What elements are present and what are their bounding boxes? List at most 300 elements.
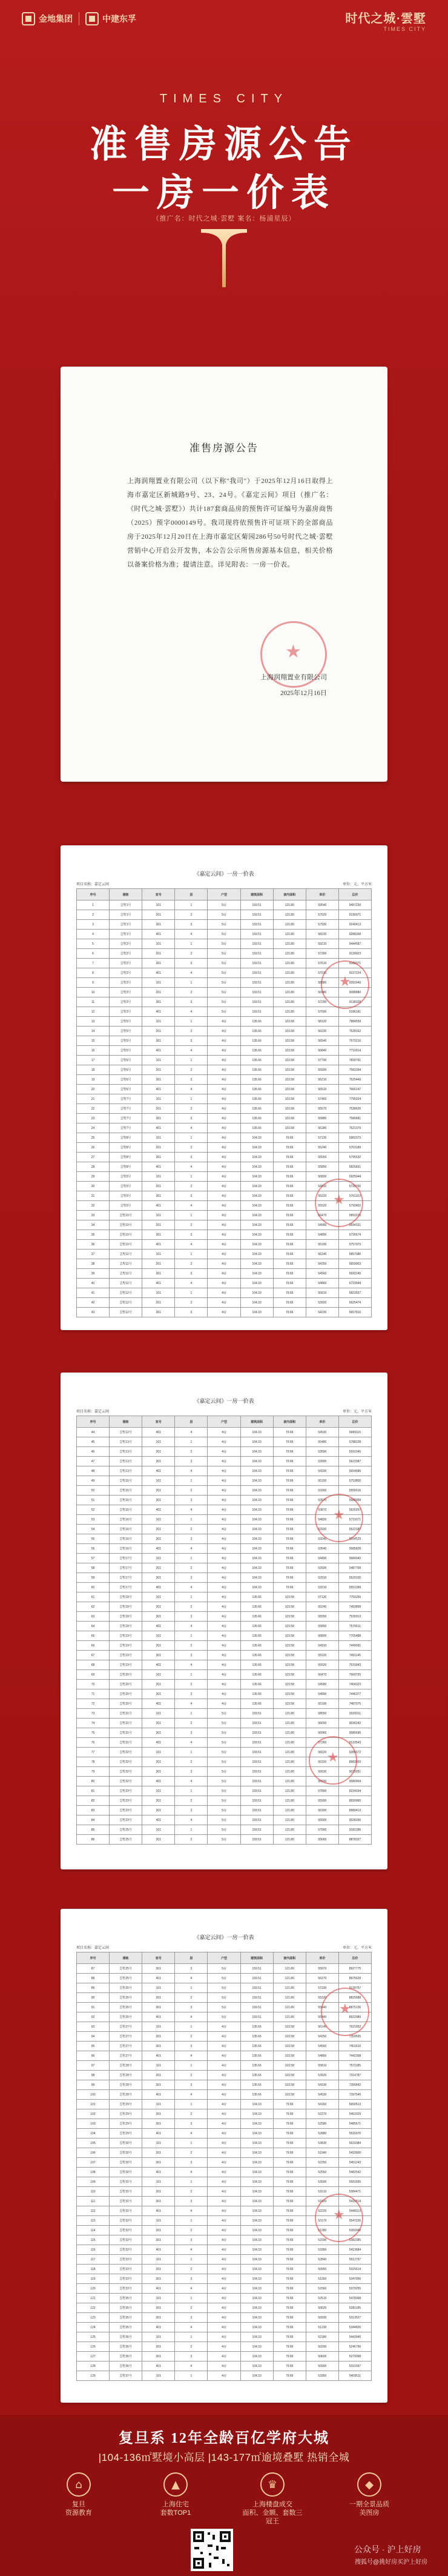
table-cell: 雲墅10号 bbox=[110, 1240, 142, 1250]
sheet-meta-right: 单位：元、平方米 bbox=[342, 1946, 372, 1950]
table-cell: 301 bbox=[142, 1651, 175, 1660]
table-cell: 5350042 bbox=[338, 2226, 371, 2235]
table-cell: 79.66 bbox=[273, 2109, 306, 2119]
table-cell: 雲墅20号 bbox=[110, 1699, 142, 1709]
table-cell: 121 bbox=[77, 2294, 110, 2303]
table-cell: 56800 bbox=[306, 1631, 338, 1641]
table-cell: 9033051 bbox=[338, 1767, 371, 1777]
table-cell: 4房 bbox=[208, 2090, 240, 2100]
table-cell: 3 bbox=[175, 1075, 208, 1085]
table-cell: 5478368 bbox=[338, 2294, 371, 2303]
table-cell: 301 bbox=[142, 1689, 175, 1699]
table-cell: 4房 bbox=[208, 1466, 240, 1476]
table-row bbox=[77, 2187, 372, 2197]
table-cell: 58120 bbox=[306, 1017, 338, 1027]
table-cell: 雲墅1号 bbox=[110, 910, 142, 920]
table-cell: 103.58 bbox=[273, 1075, 306, 1085]
table-cell: 雲墅12号 bbox=[110, 1308, 142, 1317]
sheet-seal-icon bbox=[321, 960, 369, 1009]
table-cell: 5房 bbox=[208, 1816, 240, 1825]
table-cell: 103.58 bbox=[273, 1593, 306, 1602]
table-row bbox=[77, 1017, 372, 1027]
table-cell: 27 bbox=[77, 1153, 110, 1162]
table-cell: 55550 bbox=[306, 1153, 338, 1162]
table-cell: 101 bbox=[142, 1017, 175, 1027]
table-cell: 135.66 bbox=[240, 1017, 273, 1027]
table-cell: 85 bbox=[77, 1825, 110, 1835]
table-cell: 104.33 bbox=[240, 2235, 273, 2245]
table-cell: 雲墅31号 bbox=[110, 2206, 142, 2216]
table-row bbox=[77, 1036, 372, 1046]
table-cell: 121.80 bbox=[273, 2012, 306, 2022]
table-cell: 4房 bbox=[208, 1056, 240, 1065]
table-cell: 1 bbox=[175, 1825, 208, 1835]
table-cell: 雲墅7号 bbox=[110, 1094, 142, 1104]
table-cell: 79.66 bbox=[273, 1534, 306, 1544]
table-cell: 121.80 bbox=[273, 1777, 306, 1786]
table-cell: 5413684 bbox=[338, 2245, 371, 2255]
table-cell: 121.80 bbox=[273, 997, 306, 1007]
table-cell: 雲墅1号 bbox=[110, 900, 142, 910]
column-header: 总价 bbox=[338, 1416, 371, 1428]
table-cell: 4 bbox=[175, 1738, 208, 1748]
table-row bbox=[77, 920, 372, 930]
table-cell: 79.66 bbox=[273, 1182, 306, 1191]
table-cell: 雲墅30号 bbox=[110, 2168, 142, 2177]
highlight-label: 上海住宅 套数TOP1 bbox=[160, 2501, 191, 2517]
table-cell: 104.33 bbox=[240, 1143, 273, 1153]
table-cell: 5 bbox=[77, 939, 110, 949]
table-cell: 56510 bbox=[306, 1085, 338, 1094]
table-cell: 159.51 bbox=[240, 910, 273, 920]
table-cell: 401 bbox=[142, 1660, 175, 1670]
table-cell: 53830 bbox=[306, 2138, 338, 2148]
table-cell: 100 bbox=[77, 2090, 110, 2100]
table-cell: 雲墅22号 bbox=[110, 1757, 142, 1767]
table-cell: 104.33 bbox=[240, 1476, 273, 1486]
table-cell: 56650 bbox=[306, 1719, 338, 1728]
table-cell: 121.80 bbox=[273, 1719, 306, 1728]
sheet-meta-left: 项目名称：嘉定云间 bbox=[76, 883, 110, 887]
table-cell: 3 bbox=[175, 959, 208, 968]
table-cell: 79.66 bbox=[273, 1298, 306, 1308]
table-cell: 3 bbox=[175, 997, 208, 1007]
table-cell: 雲墅30号 bbox=[110, 2158, 142, 2168]
qr-code-icon[interactable] bbox=[191, 2529, 233, 2571]
table-cell: 104.33 bbox=[240, 2352, 273, 2361]
table-row bbox=[77, 1583, 372, 1593]
sheet-title: 《嘉定云间》一房一价表 bbox=[194, 1398, 254, 1404]
table-cell: 雲墅33号 bbox=[110, 2284, 142, 2294]
table-cell: 57560 bbox=[306, 1825, 338, 1835]
table-cell: 4房 bbox=[208, 1250, 240, 1259]
table-row bbox=[77, 1964, 372, 1974]
table-cell: 雲墅9号 bbox=[110, 1182, 142, 1191]
table-cell: 雲墅33号 bbox=[110, 2274, 142, 2284]
table-cell: 54580 bbox=[306, 1680, 338, 1689]
table-cell: 53 bbox=[77, 1515, 110, 1525]
table-row bbox=[77, 1554, 372, 1563]
table-cell: 2 bbox=[175, 2303, 208, 2313]
table-cell: 54490 bbox=[306, 1554, 338, 1563]
table-cell: 56300 bbox=[306, 1806, 338, 1816]
table-row bbox=[77, 2332, 372, 2342]
table-cell: 121.80 bbox=[273, 1816, 306, 1825]
table-cell: 2 bbox=[175, 1680, 208, 1689]
table-cell: 5房 bbox=[208, 1835, 240, 1845]
table-cell: 5房 bbox=[208, 2012, 240, 2022]
table-cell: 121.80 bbox=[273, 1796, 306, 1806]
table-cell: 5房 bbox=[208, 1709, 240, 1719]
table-cell: 54890 bbox=[306, 1689, 338, 1699]
table-row bbox=[77, 1796, 372, 1806]
table-cell: 401 bbox=[142, 930, 175, 939]
table-cell: 雲墅37号 bbox=[110, 2371, 142, 2381]
table-cell: 121.80 bbox=[273, 959, 306, 968]
table-cell: 201 bbox=[142, 1757, 175, 1767]
table-cell: 2 bbox=[175, 2109, 208, 2119]
table-cell: 1 bbox=[175, 2371, 208, 2381]
table-cell: 4 bbox=[175, 1583, 208, 1593]
table-cell: 128 bbox=[77, 2361, 110, 2371]
table-cell: 79.66 bbox=[273, 2216, 306, 2226]
table-cell: 401 bbox=[142, 2090, 175, 2100]
table-row bbox=[77, 1719, 372, 1728]
table-cell: 54560 bbox=[306, 2042, 338, 2051]
table-cell: 110 bbox=[77, 2187, 110, 2197]
table-cell: 93 bbox=[77, 2022, 110, 2032]
table-cell: 4房 bbox=[208, 1036, 240, 1046]
table-cell: 56600 bbox=[306, 1816, 338, 1825]
table-cell: 5757973 bbox=[338, 1240, 371, 1250]
table-cell: 104.33 bbox=[240, 2226, 273, 2235]
table-cell: 201 bbox=[142, 949, 175, 959]
table-cell: 7356842 bbox=[338, 2080, 371, 2090]
table-cell: 雲墅30号 bbox=[110, 2138, 142, 2148]
table-cell: 104.33 bbox=[240, 2265, 273, 2274]
table-cell: 雲墅13号 bbox=[110, 1466, 142, 1476]
table-cell: 55660 bbox=[306, 1835, 338, 1845]
table-row bbox=[77, 1056, 372, 1065]
table-cell: 雲墅15号 bbox=[110, 1505, 142, 1515]
table-cell: 401 bbox=[142, 968, 175, 978]
table-cell: 4房 bbox=[208, 1046, 240, 1056]
table-cell: 雲墅25号 bbox=[110, 1825, 142, 1835]
table-cell: 79.66 bbox=[273, 2284, 306, 2294]
table-cell: 401 bbox=[142, 2284, 175, 2294]
table-cell: 20 bbox=[77, 1085, 110, 1094]
sheet-seal-icon bbox=[309, 1736, 357, 1785]
table-cell: 301 bbox=[142, 1457, 175, 1466]
table-cell: 159.51 bbox=[240, 1777, 273, 1786]
table-cell: 1 bbox=[175, 1250, 208, 1259]
table-row bbox=[77, 1457, 372, 1466]
table-cell: 57130 bbox=[306, 1133, 338, 1143]
table-cell: 104.33 bbox=[240, 1573, 273, 1583]
table-cell: 4房 bbox=[208, 2323, 240, 2332]
table-row bbox=[77, 1563, 372, 1573]
table-cell: 51590 bbox=[306, 2235, 338, 2245]
table-cell: 201 bbox=[142, 2342, 175, 2352]
table-cell: 3 bbox=[175, 1651, 208, 1660]
table-cell: 104.33 bbox=[240, 1486, 273, 1496]
table-cell: 104.33 bbox=[240, 2129, 273, 2138]
table-cell: 101 bbox=[142, 2294, 175, 2303]
table-row bbox=[77, 1240, 372, 1250]
watermark-source: 搜狐号@挑好房买沪上好房 bbox=[355, 2559, 428, 2566]
table-cell: 401 bbox=[142, 2012, 175, 2022]
table-cell: 52 bbox=[77, 1505, 110, 1515]
table-cell: 54160 bbox=[306, 2100, 338, 2109]
table-cell: 3 bbox=[175, 2235, 208, 2245]
table-cell: 53590 bbox=[306, 1447, 338, 1457]
table-cell: 4房 bbox=[208, 1651, 240, 1660]
table-cell: 5689115 bbox=[338, 1428, 371, 1437]
column-header: 单价 bbox=[306, 889, 338, 900]
table-cell: 52550 bbox=[306, 2168, 338, 2177]
table-cell: 135.66 bbox=[240, 1602, 273, 1612]
table-cell: 1 bbox=[175, 2216, 208, 2226]
table-cell: 201 bbox=[142, 1027, 175, 1036]
table-cell: 135.66 bbox=[240, 1104, 273, 1114]
notice-company: 上海润翔置业有限公司 bbox=[260, 674, 327, 681]
table-cell: 16 bbox=[77, 1046, 110, 1056]
table-cell: 104.33 bbox=[240, 1515, 273, 1525]
brand-mark-icon bbox=[85, 12, 99, 25]
table-cell: 102 bbox=[77, 2109, 110, 2119]
table-cell: 3 bbox=[175, 1114, 208, 1123]
table-cell: 116 bbox=[77, 2245, 110, 2255]
table-cell: 雲墅12号 bbox=[110, 1298, 142, 1308]
table-cell: 159.51 bbox=[240, 1825, 273, 1835]
table-cell: 9128757 bbox=[338, 1983, 371, 1993]
table-cell: 5556616 bbox=[338, 1486, 371, 1496]
table-cell: 65 bbox=[77, 1631, 110, 1641]
table-cell: 9190971 bbox=[338, 910, 371, 920]
table-cell: 1 bbox=[175, 1288, 208, 1298]
table-cell: 3 bbox=[175, 1728, 208, 1738]
table-cell: 301 bbox=[142, 1191, 175, 1201]
table-cell: 104.33 bbox=[240, 2158, 273, 2168]
table-cell: 4房 bbox=[208, 1583, 240, 1593]
table-cell: 54230 bbox=[306, 2080, 338, 2090]
table-cell: 2 bbox=[175, 1486, 208, 1496]
table-cell: 3 bbox=[175, 920, 208, 930]
table-cell: 103.58 bbox=[273, 1622, 306, 1631]
title-line-2: 一房一价表 bbox=[111, 173, 336, 214]
table-cell: 201 bbox=[142, 1680, 175, 1689]
table-cell: 104.33 bbox=[240, 1162, 273, 1172]
table-cell: 6 bbox=[77, 949, 110, 959]
table-cell: 101 bbox=[142, 2177, 175, 2187]
table-row bbox=[77, 900, 372, 910]
highlight-item bbox=[242, 2472, 303, 2526]
price-sheet-2 bbox=[61, 1373, 387, 1869]
table-cell: 5房 bbox=[208, 1767, 240, 1777]
highlight-label: 上海楼盘成交 面积、金额、套数三冠王 bbox=[242, 2501, 303, 2525]
table-cell: 103.58 bbox=[273, 1660, 306, 1670]
table-cell: 54530 bbox=[306, 1428, 338, 1437]
table-cell: 79.66 bbox=[273, 2226, 306, 2235]
table-cell: 58880 bbox=[306, 978, 338, 988]
table-cell: 301 bbox=[142, 1964, 175, 1974]
table-cell: 雲墅32号 bbox=[110, 2226, 142, 2235]
table-cell: 5房 bbox=[208, 997, 240, 1007]
table-cell: 1 bbox=[175, 1017, 208, 1027]
table-cell: 4房 bbox=[208, 1288, 240, 1298]
table-cell: 52580 bbox=[306, 2119, 338, 2129]
table-cell: 4房 bbox=[208, 2197, 240, 2206]
table-cell: 104.33 bbox=[240, 1447, 273, 1457]
table-cell: 2 bbox=[175, 1993, 208, 2003]
column-header: 层 bbox=[175, 889, 208, 900]
table-cell: 53570 bbox=[306, 1496, 338, 1505]
table-cell: 121.80 bbox=[273, 900, 306, 910]
table-cell: 雲墅32号 bbox=[110, 2216, 142, 2226]
table-cell: 59 bbox=[77, 1573, 110, 1583]
table-cell: 1 bbox=[175, 1983, 208, 1993]
table-cell: 4房 bbox=[208, 1593, 240, 1602]
table-cell: 55330 bbox=[306, 1993, 338, 2003]
table-cell: 301 bbox=[142, 2003, 175, 2012]
table-cell: 79.66 bbox=[273, 1211, 306, 1220]
table-cell: 4房 bbox=[208, 2187, 240, 2197]
table-cell: 4房 bbox=[208, 1476, 240, 1486]
table-cell: 104.33 bbox=[240, 2148, 273, 2158]
footer-slogan: 复旦系 12年全龄百亿学府大城 bbox=[119, 2431, 329, 2446]
table-cell: 8922989 bbox=[338, 2012, 371, 2022]
table-row bbox=[77, 1466, 372, 1476]
table-cell: 8875136 bbox=[338, 2003, 371, 2012]
table-cell: 4 bbox=[175, 968, 208, 978]
title-line-1: 准售房源公告 bbox=[89, 124, 358, 165]
table-cell: 4房 bbox=[208, 1075, 240, 1085]
table-cell: 4 bbox=[175, 1699, 208, 1709]
table-cell: 4 bbox=[175, 2090, 208, 2100]
table-cell: 5房 bbox=[208, 1728, 240, 1738]
table-cell: 301 bbox=[142, 1114, 175, 1123]
table-cell: 4房 bbox=[208, 1027, 240, 1036]
table-cell: 103.58 bbox=[273, 2051, 306, 2061]
table-cell: 9085690 bbox=[338, 1728, 371, 1738]
table-header-row bbox=[77, 1416, 372, 1428]
table-cell: 53540 bbox=[306, 1544, 338, 1554]
table-cell: 301 bbox=[142, 1075, 175, 1085]
table-row bbox=[77, 2294, 372, 2303]
table-cell: 雲墅31号 bbox=[110, 2197, 142, 2206]
table-cell: 159.51 bbox=[240, 1816, 273, 1825]
table-cell: 4房 bbox=[208, 2342, 240, 2352]
table-cell: 104.33 bbox=[240, 1279, 273, 1288]
table-cell: 雲墅16号 bbox=[110, 1515, 142, 1525]
table-cell: 57290 bbox=[306, 997, 338, 1007]
table-cell: 雲墅18号 bbox=[110, 1602, 142, 1612]
table-cell: 3 bbox=[175, 2080, 208, 2090]
table-cell: 雲墅28号 bbox=[110, 2071, 142, 2080]
table-cell: 5719371 bbox=[338, 1515, 371, 1525]
table-cell: 雲墅31号 bbox=[110, 2177, 142, 2187]
table-cell: 104.33 bbox=[240, 1496, 273, 1505]
table-cell: 3 bbox=[175, 1767, 208, 1777]
table-cell: 3 bbox=[175, 1806, 208, 1816]
table-row bbox=[77, 1065, 372, 1075]
table-cell: 5房 bbox=[208, 910, 240, 920]
table-cell: 5684942 bbox=[338, 1554, 371, 1563]
table-cell: 7359555 bbox=[338, 2032, 371, 2042]
column-header: 楼栋 bbox=[110, 1952, 142, 1964]
sheet-meta bbox=[76, 1408, 372, 1414]
table-cell: 4房 bbox=[208, 1631, 240, 1641]
table-cell: 108 bbox=[77, 2168, 110, 2177]
table-cell: 57930 bbox=[306, 920, 338, 930]
table-cell: 雲墅1号 bbox=[110, 930, 142, 939]
table-cell: 雲墅23号 bbox=[110, 1816, 142, 1825]
table-cell: 121.80 bbox=[273, 939, 306, 949]
table-cell: 4 bbox=[175, 1544, 208, 1554]
table-cell: 159.51 bbox=[240, 1709, 273, 1719]
table-cell: 5654686 bbox=[338, 1466, 371, 1476]
table-cell: 401 bbox=[142, 1123, 175, 1133]
table-cell: 401 bbox=[142, 1240, 175, 1250]
table-cell: 55190 bbox=[306, 1699, 338, 1709]
table-cell: 雲墅15号 bbox=[110, 1476, 142, 1486]
table-cell: 57910 bbox=[306, 968, 338, 978]
table-row bbox=[77, 1143, 372, 1153]
table-cell: 7621379 bbox=[338, 1123, 371, 1133]
table-cell: 4房 bbox=[208, 1065, 240, 1075]
table-cell: 9133543 bbox=[338, 1738, 371, 1748]
table-row bbox=[77, 2274, 372, 2284]
table-cell: 1 bbox=[175, 1631, 208, 1641]
table-row bbox=[77, 2100, 372, 2109]
table-cell: 201 bbox=[142, 1065, 175, 1075]
table-cell: 53870 bbox=[306, 1505, 338, 1515]
table-cell: 92 bbox=[77, 2012, 110, 2022]
table-cell: 56180 bbox=[306, 1123, 338, 1133]
table-cell: 5522187 bbox=[338, 1525, 371, 1534]
table-cell: 4房 bbox=[208, 1085, 240, 1094]
table-cell: 104.33 bbox=[240, 2216, 273, 2226]
table-cell: 104.33 bbox=[240, 1288, 273, 1298]
trophy-icon: ♛ bbox=[260, 2472, 285, 2497]
table-cell: 101 bbox=[142, 1094, 175, 1104]
table-cell: 79.66 bbox=[273, 2138, 306, 2148]
table-cell: 3 bbox=[175, 1269, 208, 1279]
table-cell: 9339311 bbox=[338, 1709, 371, 1719]
table-cell: 2 bbox=[175, 1757, 208, 1767]
table-cell: 5房 bbox=[208, 1738, 240, 1748]
table-cell: 121.80 bbox=[273, 1983, 306, 1993]
table-cell: 201 bbox=[142, 1298, 175, 1308]
table-cell: 103.58 bbox=[273, 1670, 306, 1680]
table-cell: 72 bbox=[77, 1699, 110, 1709]
table-cell: 79.66 bbox=[273, 1554, 306, 1563]
table-cell: 5房 bbox=[208, 2003, 240, 2012]
table-cell: 103.58 bbox=[273, 1094, 306, 1104]
table-cell: 79.66 bbox=[273, 1259, 306, 1269]
table-cell: 57300 bbox=[306, 949, 338, 959]
table-cell: 201 bbox=[142, 1563, 175, 1573]
table-cell: 79.66 bbox=[273, 1544, 306, 1554]
table-cell: 401 bbox=[142, 1583, 175, 1593]
table-cell: 雲墅11号 bbox=[110, 1269, 142, 1279]
table-cell: 5房 bbox=[208, 1964, 240, 1974]
table-cell: 201 bbox=[142, 1182, 175, 1191]
table-row bbox=[77, 2032, 372, 2042]
table-cell: 401 bbox=[142, 1699, 175, 1709]
table-cell: 2 bbox=[175, 1563, 208, 1573]
table-row bbox=[77, 2177, 372, 2187]
